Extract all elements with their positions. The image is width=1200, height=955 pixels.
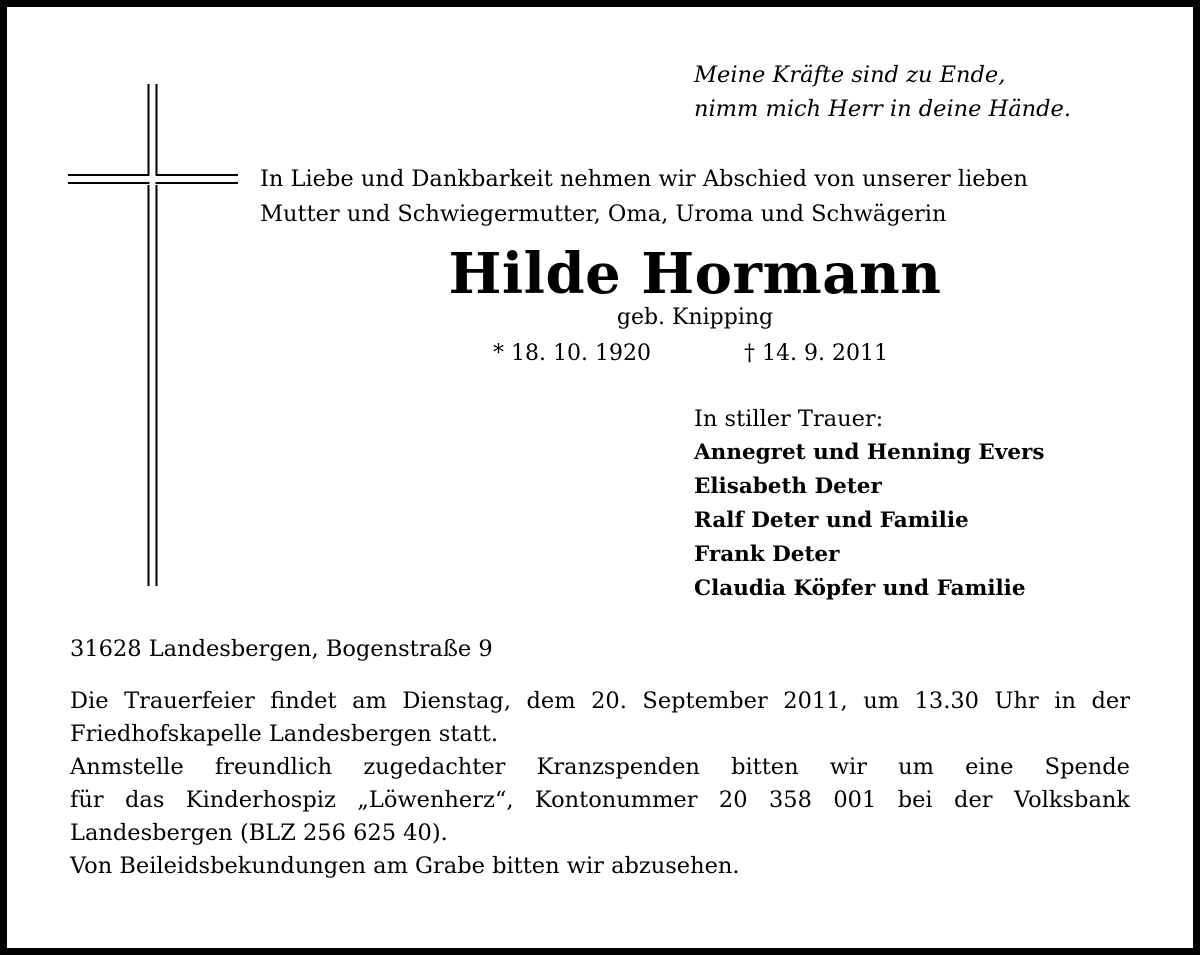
funeral-line: Die Trauerfeier findet am Dienstag, dem 20. September 2011, um 13.30 Uhr in der bbox=[70, 688, 1130, 714]
mourners-label: In stiller Trauer: bbox=[694, 406, 884, 432]
intro-text bbox=[260, 162, 1028, 232]
mourner-name: Claudia Köpfer und Familie bbox=[694, 576, 1026, 601]
motto-line: Meine Kräfte sind zu Ende, bbox=[694, 62, 1006, 88]
mourners-block bbox=[694, 402, 1044, 606]
funeral-notice bbox=[70, 685, 1130, 883]
motto-verse bbox=[694, 58, 1071, 126]
birth-date: * 18. 10. 1920 bbox=[493, 341, 651, 366]
donation-line: für das Kinderhospiz „Löwenherz“, Kontonummer 20 358 001 bei der Volksbank bbox=[70, 787, 1130, 813]
birth-name: geb. Knipping bbox=[616, 305, 774, 330]
cross-icon bbox=[68, 84, 238, 586]
funeral-line: Friedhofskapelle Landesbergen statt. bbox=[70, 721, 499, 747]
deceased-name: Hilde Hormann bbox=[448, 241, 942, 307]
mourner-name: Frank Deter bbox=[694, 542, 840, 567]
address: 31628 Landesbergen, Bogenstraße 9 bbox=[70, 636, 493, 662]
condolences-line: Von Beileidsbekundungen am Grabe bitten wir abzusehen. bbox=[70, 853, 740, 879]
donation-line: Anmstelle freundlich zugedachter Kranzspenden bitten wir um eine Spende bbox=[70, 754, 1130, 780]
death-date: † 14. 9. 2011 bbox=[744, 341, 888, 366]
intro-line: Mutter und Schwiegermutter, Oma, Uroma und Schwägerin bbox=[260, 201, 947, 227]
mourner-name: Ralf Deter und Familie bbox=[694, 508, 969, 533]
motto-line: nimm mich Herr in deine Hände. bbox=[694, 96, 1071, 122]
donation-line: Landesbergen (BLZ 256 625 40). bbox=[70, 820, 448, 846]
mourner-name: Elisabeth Deter bbox=[694, 474, 882, 499]
intro-line: In Liebe und Dankbarkeit nehmen wir Abschied von unserer lieben bbox=[260, 166, 1028, 192]
mourner-name: Annegret und Henning Evers bbox=[694, 440, 1045, 465]
